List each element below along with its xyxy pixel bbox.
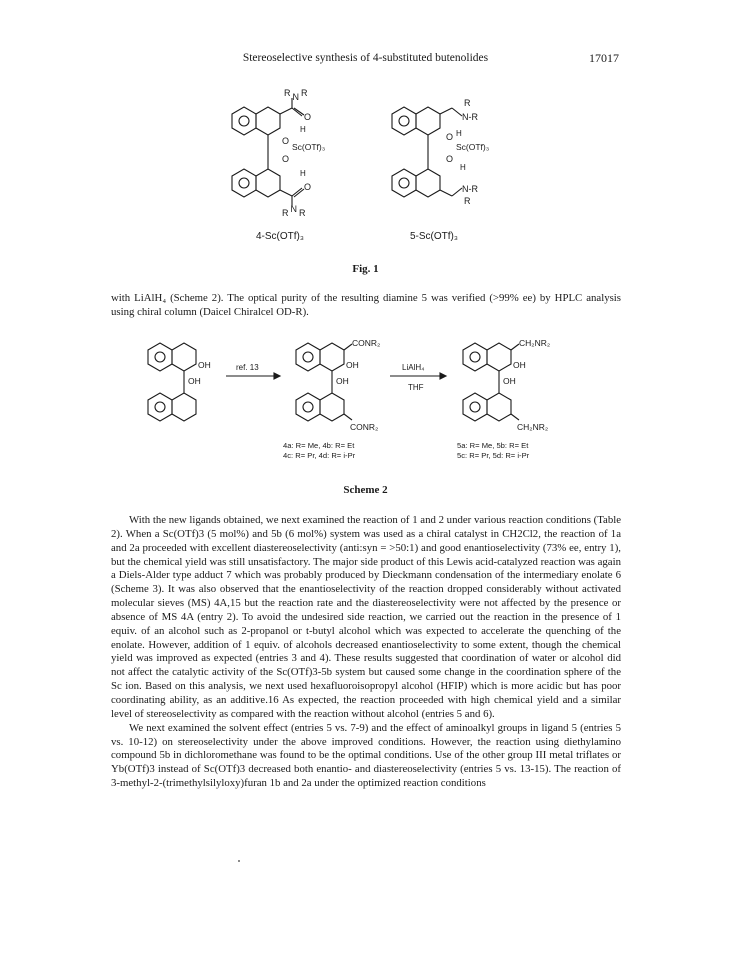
legend-amides-line-2: 4c: R= Pr, 4d: R= i-Pr — [283, 451, 356, 460]
legend-diamines-line-1: 5a: R= Me, 5b: R= Et — [457, 441, 529, 450]
left-top-carbonyl-o: O — [304, 112, 312, 122]
left-top-naphthol-o: O — [282, 136, 290, 146]
header-title: Stereoselective synthesis of 4-substituted butenolides — [242, 52, 489, 64]
left-bottom-naphthol-o: O — [282, 154, 290, 164]
right-top-r: R — [464, 98, 471, 108]
arrow1-ref-label: ref. 13 — [236, 363, 259, 372]
body-paragraph-1: With the new ligands obtained, we next examined the reaction of 1 and 2 under various reaction conditions (Table 2). When a Sc(OTf)3 (5 mol%) and 5b (6 mol%) system was used as a chiral catalyst in CH2Cl2, the reaction of 1a and 2a proceeded with excellent diastereoselectivity (anti:syn = >50:1) and good enantioselectivity (73% ee, entry 1), but the chemical yield was still unsatisfactory. The major side product of this Lewis acid-catalyzed reaction was again a Diels-Alder type adduct 7 which was probably produced by Dieckmann condensation of the intermediary enolate 6 (Scheme 3). It was also observed that the enantioselectivity of the reaction dropped considerably without activated molecular sieves (MS) 4A,15 but the reaction rate and the diastereoselectivity were not affected by the presence or absence of MS 4A (entry 2). To avoid the undesired side reaction, we carried out the reaction in the presence of 1 equiv. of an alcohol such as 2-propanol or t-butyl alcohol which was expected to accelerate the quenching of the enolate. However, addition of 1 equiv. of alcohols decreased enantioselectivity to some extent, though the chemical yield was improved as expected (entries 3 and 4). These results suggested that coordination of water or alcohol did not affect the catalytic activity of the Sc(OTf)3-5b system but caused some change in the coordination sphere of the Sc ion. Based on this analysis, we next used hexafluoroisopropyl alcohol (HFIP) which is more acidic but has poor coordinating ability, as an additive.16 As expected, the reaction proceeded with high chemical yield and a similar level of stereoselectivity as compared with the reaction without alcohol (entries 5 and 6). — [111, 514, 622, 720]
left-top-r-groups: R N R — [284, 88, 308, 102]
legend-amides-line-1: 4a: R= Me, 4b: R= Et — [283, 441, 355, 450]
binol-oh-bottom: OH — [188, 376, 201, 386]
left-metal-label: Sc(OTf)₃ — [292, 142, 326, 152]
amide-oh-top: OH — [346, 360, 359, 370]
legend-diamines — [457, 441, 529, 461]
intro-paragraph: with LiAlH₄ (Scheme 2). The optical purity of the resulting diamine 5 was verified (>99% ee) by HPLC analysis using chiral column (Daicel Chiralcel OD-R). — [111, 292, 621, 318]
left-top-h: H — [300, 125, 306, 134]
amide-top: CONR₂ — [352, 338, 381, 348]
legend-amides — [283, 441, 355, 461]
amine-top: CH₂NR₂ — [519, 338, 551, 348]
page-number: 17017 — [589, 51, 619, 65]
legend-diamines-line-2: 5c: R= Pr, 5d: R= i-Pr — [457, 451, 530, 460]
right-bottom-h: H — [460, 163, 466, 172]
right-top-n-r: N-R — [462, 112, 478, 122]
right-top-h: H — [456, 129, 462, 138]
amine-oh-bottom: OH — [503, 376, 516, 386]
left-bottom-r-groups: R N R — [282, 204, 306, 218]
body-paragraph-2: We next examined the solvent effect (entries 5 vs. 7-9) and the effect of aminoalkyl groups in ligand 5 (entries 5 vs. 10-12) on stereoselectivity under the above improved conditions. However, the reaction using diethylamino compound 5b in dichloromethane was found to be the optimal conditions. Use of the other group III metal triflates or Yb(OTf)3 instead of Sc(OTf)3 decreased both enantio- and diastereoselectivity (entries 5 vs. 13-15). The reaction of 3-methyl-2-(trimethylsilyloxy)furan 1b and 2a under the optimized reaction conditions — [111, 721, 621, 790]
amine-bottom: CH₂NR₂ — [517, 422, 549, 432]
scheme-2-reaction — [138, 336, 608, 468]
body-text — [111, 514, 621, 791]
scheme-2-caption: Scheme 2 — [343, 484, 388, 496]
amine-oh-top: OH — [513, 360, 526, 370]
right-bottom-n-r: N-R — [462, 184, 478, 194]
amide-oh-bottom: OH — [336, 376, 349, 386]
left-bottom-h: H — [300, 169, 306, 178]
compound-label-4-sc: 4-Sc(OTf)₃ — [256, 231, 304, 242]
left-bottom-carbonyl-o: O — [304, 182, 312, 192]
compound-label-5-sc: 5-Sc(OTf)₃ — [410, 231, 458, 242]
figure-1-structures — [212, 86, 532, 246]
figure-1-caption: Fig. 1 — [352, 263, 379, 275]
binol-oh-top: OH — [198, 360, 211, 370]
amide-bottom: CONR₂ — [350, 422, 379, 432]
right-top-o: O — [446, 132, 454, 142]
stray-mark — [238, 860, 240, 862]
arrow2-solvent: THF — [408, 383, 424, 392]
right-bottom-r: R — [464, 196, 471, 206]
right-metal-label: Sc(OTf)₃ — [456, 142, 490, 152]
right-bottom-o: O — [446, 154, 454, 164]
arrow2-reagent: LiAlH₄ — [402, 363, 425, 372]
